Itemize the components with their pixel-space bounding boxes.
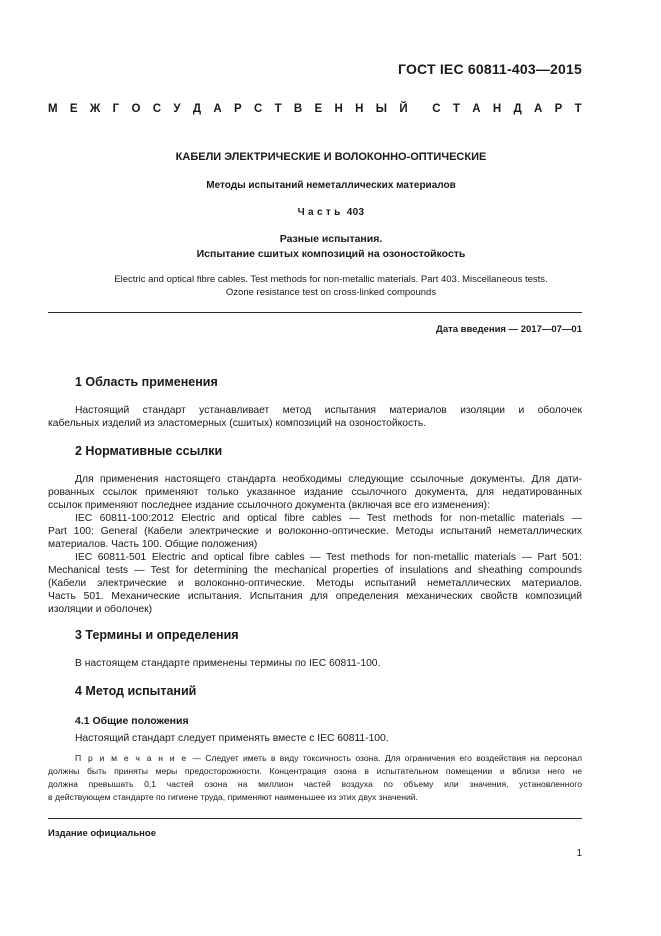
- section-4-heading: 4 Метод испытаний: [75, 684, 197, 698]
- standard-kind-letter: Р: [233, 103, 242, 115]
- section-2-line: рованных ссылок применяют только указанное издание ссылочного документа, для недатированных: [48, 487, 582, 498]
- page-number: 1: [576, 848, 582, 859]
- note-line: в действующем стандарте по гигиене труда, применяют наименьшее из этих двух значений.: [48, 792, 418, 802]
- note-label: П р и м е ч а н и е: [75, 753, 189, 763]
- standard-kind-letter: А: [213, 103, 222, 115]
- section-4-line: Настоящий стандарт следует применять вместе с IEC 60811-100.: [75, 733, 389, 744]
- section-2-line: изоляции и оболочек): [48, 604, 153, 615]
- introduction-date: Дата введения — 2017—07—01: [436, 324, 582, 335]
- standard-kind-letter: У: [173, 103, 181, 115]
- standard-kind-letter: М: [48, 103, 58, 115]
- english-title-line-2: Ozone resistance test on cross-linked compounds: [225, 287, 437, 298]
- standard-kind-letter: Н: [492, 103, 502, 115]
- standard-kind-letter: О: [131, 103, 141, 115]
- standard-kind: [48, 103, 582, 115]
- top-divider: [48, 312, 582, 313]
- edition-label: Издание официальное: [48, 828, 156, 839]
- part-name-line-1: Разные испытания.: [279, 233, 383, 245]
- standard-kind-letter: Й: [399, 103, 408, 115]
- note-text: — Следует иметь в виду токсичность озона. Для ограничения его воздействия на персонал: [192, 753, 582, 763]
- section-1-line: кабельных изделий из эластомерных (сшитых) композиций на озоностойкость.: [48, 418, 427, 429]
- section-1-heading: 1 Область применения: [75, 375, 218, 389]
- section-2-line: Part 100: General (Кабели электрические и волоконно-оптические. Методы испытаний неметаллических: [48, 526, 582, 537]
- section-3-heading: 3 Термины и определения: [75, 628, 239, 642]
- standard-kind-letter: Т: [574, 103, 582, 115]
- standard-kind-letter: Г: [112, 103, 120, 115]
- standard-kind-letter: Д: [513, 103, 522, 115]
- standard-kind-letter: С: [253, 103, 263, 115]
- standard-kind-letter: Е: [69, 103, 78, 115]
- standard-kind-letter: Н: [334, 103, 343, 115]
- section-2-line: Для применения настоящего стандарта необходимы следующие ссылочные документы. Для дати-: [75, 474, 582, 485]
- section-1-line: Настоящий стандарт устанавливает метод испытания материалов изоляции и оболочек: [75, 405, 582, 416]
- section-3-line: В настоящем стандарте применены термины по IEC 60811-100.: [75, 658, 381, 669]
- english-title-line-1: Electric and optical fibre cables. Test methods for non-metallic materials. Part 403. Miscellaneous tests.: [114, 274, 548, 285]
- standard-kind-letter: Т: [452, 103, 460, 115]
- standard-kind-letter: Т: [274, 103, 282, 115]
- note-line: должна превышать 0,1 частей озона на миллион частей воздуха по объему или значения, установленного: [48, 779, 582, 789]
- standard-kind-letter: Е: [314, 103, 323, 115]
- standard-kind-letter: С: [432, 103, 441, 115]
- standard-kind-letter: Р: [554, 103, 563, 115]
- document-title: КАБЕЛИ ЭЛЕКТРИЧЕСКИЕ И ВОЛОКОННО-ОПТИЧЕСКИЕ: [175, 151, 487, 163]
- standard-kind-letter: А: [533, 103, 543, 115]
- bottom-divider: [48, 818, 582, 819]
- section-2-line: IEC 60811-501 Electric and optical fibre cables — Test methods for non-metallic materials — Part 501:: [75, 552, 582, 563]
- section-2-line: ссылок применяют последнее издание ссылочного документа (включая все его изменения):: [48, 500, 490, 511]
- section-4-1-heading: 4.1 Общие положения: [75, 715, 189, 727]
- note-line: должны быть приняты меры предосторожности. Концентрация озона в испытательном помещении и вблизи него не: [48, 766, 582, 776]
- document-part: Ч а с т ь 403: [297, 207, 365, 218]
- standard-kind-letter: Ж: [89, 103, 101, 115]
- part-name-line-2: Испытание сшитых композиций на озоностойкость: [196, 248, 466, 260]
- section-2-heading: 2 Нормативные ссылки: [75, 444, 223, 458]
- section-2-line: Mechanical tests — Test for determining the mechanical properties of insulations and sheathing compounds: [48, 565, 582, 576]
- section-2-line: Часть 501. Механические испытания. Испытания для определения механических свойств композиций: [48, 591, 582, 602]
- standard-kind-letter: Н: [355, 103, 364, 115]
- section-2-line: IEC 60811-100:2012 Electric and optical fibre cables — Test methods for non-metallic materials —: [75, 513, 582, 524]
- standard-kind-letter: А: [472, 103, 481, 115]
- standard-kind-letter: Д: [192, 103, 202, 115]
- section-2-line: материалов. Часть 100. Общие положения): [48, 539, 258, 550]
- note-first-line: [75, 752, 582, 765]
- section-2-line: (Кабели электрические и волоконно-оптические. Методы испытаний неметаллических материалов.: [48, 578, 582, 589]
- standard-number: ГОСТ IEC 60811-403—2015: [398, 61, 582, 77]
- document-subtitle: Методы испытаний неметаллических материалов: [206, 180, 456, 191]
- standard-kind-letter: В: [293, 103, 303, 115]
- standard-kind-letter: Ы: [375, 103, 388, 115]
- standard-kind-letter: С: [152, 103, 162, 115]
